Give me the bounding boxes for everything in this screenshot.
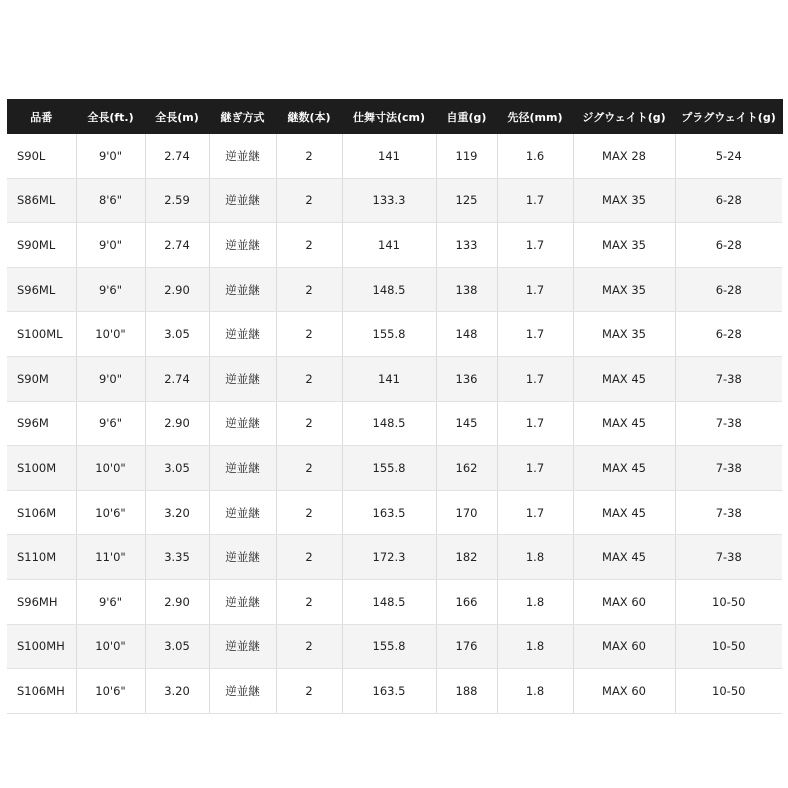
model-cell: S96ML [7,267,76,312]
header-cell: 品番 [7,99,76,134]
joint-type-cell: 逆並継 [209,535,276,580]
length-ft-cell: 9'0" [76,134,145,178]
tip-diameter-cell: 1.7 [497,356,573,401]
sections-cell: 2 [276,669,342,714]
joint-type-cell: 逆並継 [209,669,276,714]
header-row [7,99,782,134]
table-row [7,401,782,446]
table-row [7,669,782,714]
jig-weight-cell: MAX 45 [573,446,675,491]
joint-type-cell: 逆並継 [209,579,276,624]
jig-weight-cell: MAX 60 [573,579,675,624]
plug-weight-cell: 6-28 [675,267,782,312]
closed-length-cell: 163.5 [342,490,436,535]
joint-type-cell: 逆並継 [209,446,276,491]
plug-weight-cell: 7-38 [675,401,782,446]
joint-type-cell: 逆並継 [209,312,276,357]
length-m-cell: 3.20 [145,669,209,714]
jig-weight-cell: MAX 60 [573,669,675,714]
model-cell: S86ML [7,178,76,223]
closed-length-cell: 141 [342,223,436,268]
jig-weight-cell: MAX 28 [573,134,675,178]
closed-length-cell: 148.5 [342,401,436,446]
table-row [7,624,782,669]
model-cell: S90M [7,356,76,401]
weight-cell: 182 [436,535,497,580]
table-row [7,223,782,268]
model-cell: S96M [7,401,76,446]
tip-diameter-cell: 1.8 [497,669,573,714]
joint-type-cell: 逆並継 [209,401,276,446]
jig-weight-cell: MAX 60 [573,624,675,669]
jig-weight-cell: MAX 35 [573,312,675,357]
joint-type-cell: 逆並継 [209,356,276,401]
closed-length-cell: 141 [342,134,436,178]
joint-type-cell: 逆並継 [209,178,276,223]
joint-type-cell: 逆並継 [209,223,276,268]
length-m-cell: 2.74 [145,223,209,268]
closed-length-cell: 155.8 [342,312,436,357]
length-ft-cell: 10'0" [76,312,145,357]
sections-cell: 2 [276,312,342,357]
length-m-cell: 3.35 [145,535,209,580]
table-row [7,535,782,580]
jig-weight-cell: MAX 45 [573,490,675,535]
header-cell: 先径(mm) [497,99,573,134]
header-cell: 全長(m) [145,99,209,134]
model-cell: S96MH [7,579,76,624]
tip-diameter-cell: 1.7 [497,267,573,312]
table-row [7,312,782,357]
spec-table [7,99,783,714]
length-m-cell: 2.74 [145,356,209,401]
jig-weight-cell: MAX 45 [573,535,675,580]
sections-cell: 2 [276,178,342,223]
closed-length-cell: 148.5 [342,579,436,624]
sections-cell: 2 [276,579,342,624]
sections-cell: 2 [276,267,342,312]
tip-diameter-cell: 1.7 [497,490,573,535]
sections-cell: 2 [276,624,342,669]
tip-diameter-cell: 1.7 [497,312,573,357]
model-cell: S100MH [7,624,76,669]
sections-cell: 2 [276,401,342,446]
plug-weight-cell: 5-24 [675,134,782,178]
plug-weight-cell: 6-28 [675,223,782,268]
header-cell: 継数(本) [276,99,342,134]
length-ft-cell: 9'0" [76,356,145,401]
jig-weight-cell: MAX 45 [573,356,675,401]
jig-weight-cell: MAX 35 [573,267,675,312]
plug-weight-cell: 7-38 [675,535,782,580]
tip-diameter-cell: 1.8 [497,624,573,669]
length-ft-cell: 9'6" [76,579,145,624]
sections-cell: 2 [276,446,342,491]
table-row [7,579,782,624]
tip-diameter-cell: 1.7 [497,446,573,491]
length-ft-cell: 9'6" [76,267,145,312]
joint-type-cell: 逆並継 [209,267,276,312]
jig-weight-cell: MAX 45 [573,401,675,446]
joint-type-cell: 逆並継 [209,134,276,178]
sections-cell: 2 [276,223,342,268]
tip-diameter-cell: 1.7 [497,178,573,223]
closed-length-cell: 133.3 [342,178,436,223]
weight-cell: 148 [436,312,497,357]
plug-weight-cell: 10-50 [675,624,782,669]
table-row [7,490,782,535]
closed-length-cell: 155.8 [342,446,436,491]
tip-diameter-cell: 1.8 [497,579,573,624]
model-cell: S100M [7,446,76,491]
length-m-cell: 3.20 [145,490,209,535]
closed-length-cell: 141 [342,356,436,401]
length-m-cell: 2.90 [145,579,209,624]
weight-cell: 188 [436,669,497,714]
weight-cell: 145 [436,401,497,446]
joint-type-cell: 逆並継 [209,490,276,535]
plug-weight-cell: 7-38 [675,356,782,401]
jig-weight-cell: MAX 35 [573,178,675,223]
table-row [7,178,782,223]
weight-cell: 138 [436,267,497,312]
length-m-cell: 2.90 [145,401,209,446]
weight-cell: 170 [436,490,497,535]
header-cell: 継ぎ方式 [209,99,276,134]
sections-cell: 2 [276,535,342,580]
plug-weight-cell: 7-38 [675,490,782,535]
length-ft-cell: 8'6" [76,178,145,223]
weight-cell: 133 [436,223,497,268]
weight-cell: 119 [436,134,497,178]
header-cell: 全長(ft.) [76,99,145,134]
length-m-cell: 2.59 [145,178,209,223]
closed-length-cell: 163.5 [342,669,436,714]
header-cell: 仕舞寸法(cm) [342,99,436,134]
length-m-cell: 3.05 [145,312,209,357]
plug-weight-cell: 6-28 [675,312,782,357]
header-cell: プラグウェイト(g) [675,99,782,134]
model-cell: S106MH [7,669,76,714]
header-cell: 自重(g) [436,99,497,134]
jig-weight-cell: MAX 35 [573,223,675,268]
length-m-cell: 2.74 [145,134,209,178]
model-cell: S100ML [7,312,76,357]
plug-weight-cell: 10-50 [675,669,782,714]
length-m-cell: 3.05 [145,446,209,491]
length-ft-cell: 9'0" [76,223,145,268]
model-cell: S106M [7,490,76,535]
table-row [7,446,782,491]
table-row [7,267,782,312]
sections-cell: 2 [276,356,342,401]
sections-cell: 2 [276,490,342,535]
length-m-cell: 2.90 [145,267,209,312]
table-row [7,134,782,178]
header-cell: ジグウェイト(g) [573,99,675,134]
weight-cell: 136 [436,356,497,401]
tip-diameter-cell: 1.7 [497,223,573,268]
closed-length-cell: 155.8 [342,624,436,669]
weight-cell: 166 [436,579,497,624]
tip-diameter-cell: 1.6 [497,134,573,178]
length-ft-cell: 9'6" [76,401,145,446]
model-cell: S110M [7,535,76,580]
model-cell: S90L [7,134,76,178]
weight-cell: 125 [436,178,497,223]
plug-weight-cell: 7-38 [675,446,782,491]
tip-diameter-cell: 1.8 [497,535,573,580]
closed-length-cell: 148.5 [342,267,436,312]
length-m-cell: 3.05 [145,624,209,669]
weight-cell: 162 [436,446,497,491]
length-ft-cell: 11'0" [76,535,145,580]
weight-cell: 176 [436,624,497,669]
length-ft-cell: 10'6" [76,669,145,714]
closed-length-cell: 172.3 [342,535,436,580]
sections-cell: 2 [276,134,342,178]
length-ft-cell: 10'6" [76,490,145,535]
table-row [7,356,782,401]
length-ft-cell: 10'0" [76,446,145,491]
tip-diameter-cell: 1.7 [497,401,573,446]
joint-type-cell: 逆並継 [209,624,276,669]
table-body [7,134,782,713]
plug-weight-cell: 10-50 [675,579,782,624]
model-cell: S90ML [7,223,76,268]
length-ft-cell: 10'0" [76,624,145,669]
plug-weight-cell: 6-28 [675,178,782,223]
